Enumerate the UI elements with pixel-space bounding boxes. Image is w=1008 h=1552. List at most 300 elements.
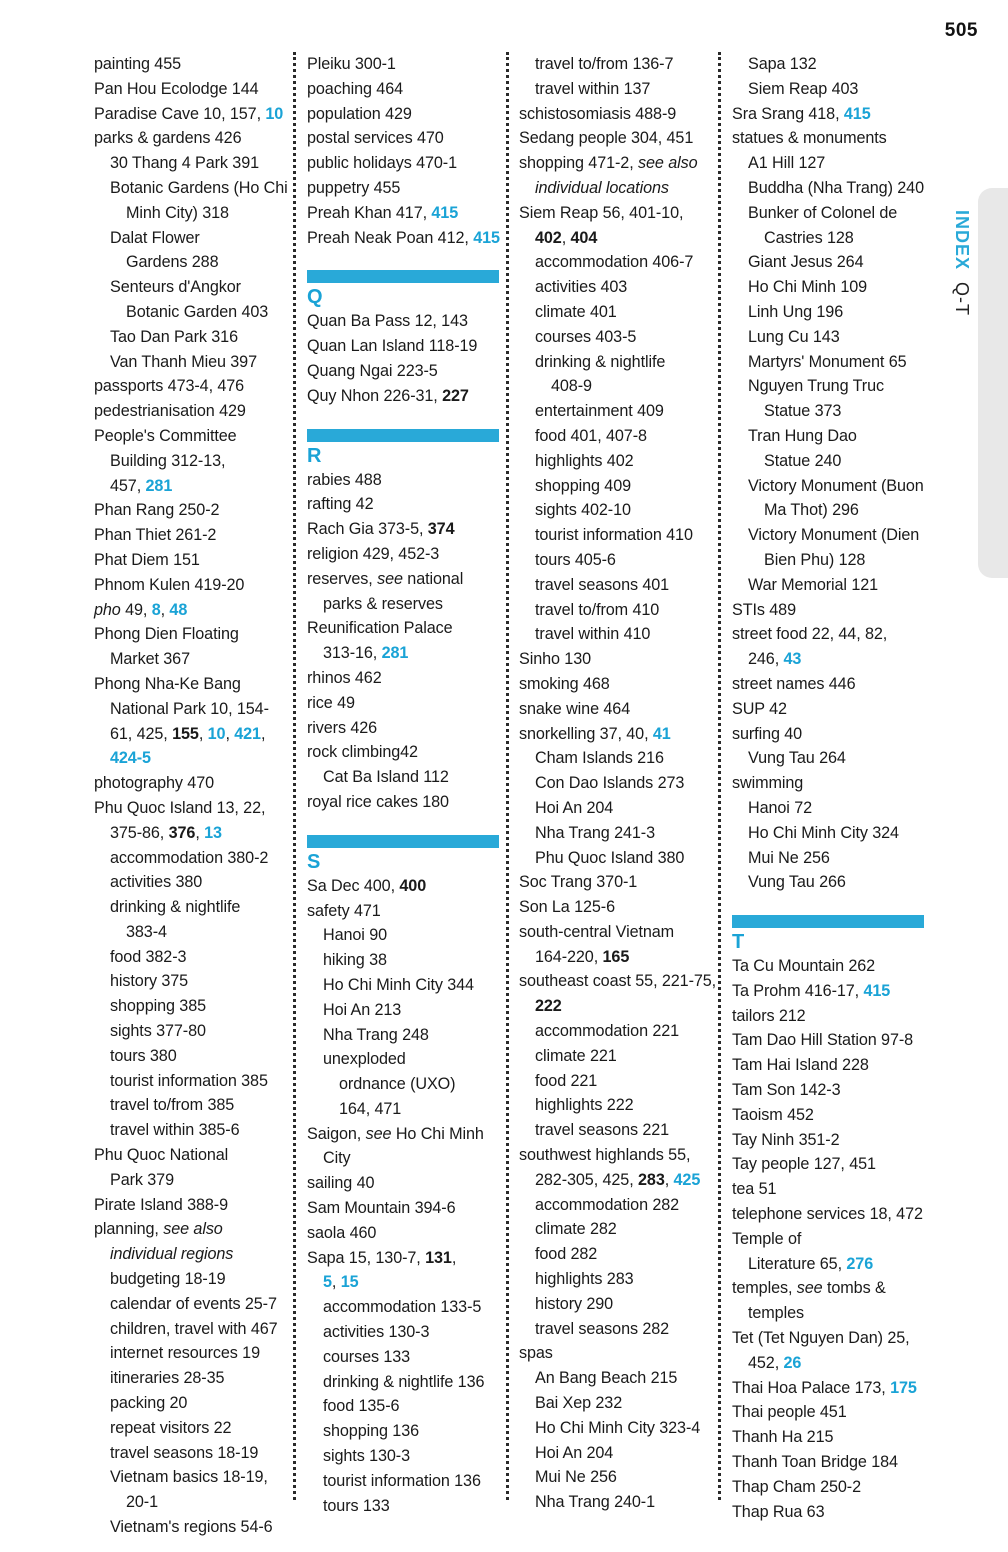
index-entry-line <box>732 176 924 201</box>
index-text: southeast coast 55, 221-75, <box>519 972 717 991</box>
index-entry <box>307 790 499 815</box>
index-entry <box>519 52 711 77</box>
index-entry-line <box>94 449 286 474</box>
index-text: Botanic Garden 403 <box>126 302 269 321</box>
index-entry-line <box>307 151 499 176</box>
index-entry-line <box>94 1168 286 1193</box>
index-entry <box>307 52 499 77</box>
index-entry <box>94 399 286 424</box>
index-entry-line <box>519 1416 711 1441</box>
index-entry-line <box>94 1391 286 1416</box>
index-entry-line <box>732 1351 924 1376</box>
index-entry <box>307 691 499 716</box>
index-entry-line <box>94 102 286 127</box>
index-entry-line <box>307 517 499 542</box>
index-entry <box>307 1196 499 1221</box>
index-text: drinking & nightlife 136 <box>323 1372 485 1391</box>
index-entry-line <box>307 492 499 517</box>
index-text: see <box>796 1279 823 1298</box>
index-text: 49, <box>120 600 152 619</box>
main-page-ref: 283 <box>638 1170 665 1189</box>
index-text: activities 380 <box>110 873 203 892</box>
index-text: history 290 <box>535 1294 614 1313</box>
index-text: statues & monuments <box>732 129 887 148</box>
index-entry <box>732 697 924 722</box>
index-text: schistosomiasis 488-9 <box>519 104 677 123</box>
index-text: tours 133 <box>323 1496 390 1515</box>
index-entry-line <box>307 592 499 617</box>
index-entry <box>519 598 711 623</box>
index-text: Thanh Toan Bridge 184 <box>732 1453 898 1472</box>
index-text: rock climbing42 <box>307 743 418 762</box>
index-text: 30 Thang 4 Park 391 <box>110 154 259 173</box>
side-tab <box>978 188 1008 578</box>
index-entry-line <box>519 1465 711 1490</box>
index-entry-line <box>732 498 924 523</box>
index-entry <box>307 899 499 924</box>
index-text: Market 367 <box>110 650 190 669</box>
index-text: , <box>260 724 266 743</box>
index-entry <box>519 1093 711 1118</box>
index-entry <box>94 672 286 771</box>
index-entry-line <box>94 846 286 871</box>
index-entry-line <box>732 821 924 846</box>
index-entry <box>94 1019 286 1044</box>
index-entry-line <box>307 790 499 815</box>
map-page-ref: 10 <box>265 104 284 123</box>
index-text: street food 22, 44, 82, <box>732 625 888 644</box>
index-entry-line <box>307 923 499 948</box>
index-entry-line <box>94 201 286 226</box>
index-entry-line <box>732 201 924 226</box>
index-entry <box>732 102 924 127</box>
index-entry <box>519 1143 711 1193</box>
map-page-ref: 281 <box>145 476 173 495</box>
index-text: Thanh Ha 215 <box>732 1428 834 1447</box>
index-entry-line <box>519 52 711 77</box>
index-entry-line <box>519 1490 711 1515</box>
index-text: temples, <box>732 1279 797 1298</box>
index-entry <box>732 52 924 77</box>
index-entry-line <box>519 796 711 821</box>
index-entry-line <box>94 1267 286 1292</box>
index-entry-line <box>732 399 924 424</box>
letter-heading: T <box>732 931 745 954</box>
index-text: shopping 385 <box>110 997 207 1016</box>
index-text: rhinos 462 <box>307 668 382 687</box>
letter-section-bar <box>307 835 499 848</box>
index-entry-line <box>94 1118 286 1143</box>
index-entry <box>519 1193 711 1218</box>
index-entry-line <box>307 1469 499 1494</box>
index-entry-line <box>307 1047 499 1072</box>
index-entry-line <box>519 449 711 474</box>
index-text: packing 20 <box>110 1394 188 1413</box>
index-text: Buddha (Nha Trang) 240 <box>748 178 924 197</box>
index-entry-line <box>307 201 499 226</box>
index-entry <box>94 77 286 102</box>
map-page-ref: 13 <box>204 823 222 842</box>
index-text: accommodation 406-7 <box>535 253 694 272</box>
index-text: Sapa 132 <box>748 55 817 73</box>
index-text: Lung Cu 143 <box>748 327 840 346</box>
index-text: Mui Ne 256 <box>535 1468 617 1487</box>
index-entry <box>732 424 924 474</box>
index-entry <box>307 740 499 765</box>
index-text: Nha Trang 248 <box>323 1025 429 1044</box>
main-page-ref: 131 <box>425 1248 452 1267</box>
main-page-ref: 165 <box>602 947 630 966</box>
index-entry-line <box>732 746 924 771</box>
index-entry-line <box>94 1441 286 1466</box>
index-entry-line <box>307 1370 499 1395</box>
index-text: Hanoi 90 <box>323 926 387 945</box>
index-entry <box>732 846 924 871</box>
index-entry-line <box>519 1242 711 1267</box>
letter-heading: Q <box>307 286 323 309</box>
index-entry <box>519 1441 711 1466</box>
index-entry-line <box>307 1196 499 1221</box>
index-entry-line <box>94 994 286 1019</box>
index-entry <box>732 771 924 796</box>
map-page-ref: 26 <box>783 1353 802 1372</box>
index-text: children, travel with 467 <box>110 1319 278 1338</box>
index-entry <box>519 548 711 573</box>
index-entry-line <box>732 1326 924 1351</box>
index-text: Statue 373 <box>764 402 842 421</box>
index-text: accommodation 380-2 <box>110 848 269 867</box>
map-page-ref: 424-5 <box>110 749 151 768</box>
index-entry <box>94 102 286 127</box>
index-entry <box>732 622 924 672</box>
index-entry <box>519 697 711 722</box>
index-text: travel within 410 <box>535 625 651 644</box>
index-entry <box>732 325 924 350</box>
index-entry-line <box>94 523 286 548</box>
index-entry <box>94 498 286 523</box>
index-text: Tam Son 142-3 <box>732 1081 841 1100</box>
index-entry-line <box>307 716 499 741</box>
index-text: Preah Neak Poan 412, <box>307 228 474 247</box>
index-entry <box>307 716 499 741</box>
index-entry-line <box>732 102 924 127</box>
index-entry <box>307 1494 499 1519</box>
index-entry <box>94 275 286 325</box>
index-entry <box>519 622 711 647</box>
index-text: Minh City) 318 <box>126 203 229 222</box>
index-entry <box>94 126 286 151</box>
index-entry <box>519 722 711 747</box>
index-entry <box>732 821 924 846</box>
index-entry-line <box>732 771 924 796</box>
map-page-ref: 415 <box>473 228 500 247</box>
index-text: see also <box>163 1220 223 1239</box>
map-page-ref: 415 <box>431 203 459 222</box>
index-text: planning, <box>94 1220 164 1239</box>
index-entry <box>94 796 286 846</box>
index-entry-line <box>307 740 499 765</box>
index-text: Ta Prohm 416-17, <box>732 981 864 1000</box>
index-entry <box>307 923 499 948</box>
index-entry <box>94 325 286 350</box>
index-entry <box>519 250 711 275</box>
index-text: Tam Hai Island 228 <box>732 1056 869 1075</box>
index-text: pedestrianisation 429 <box>94 402 246 421</box>
index-entry <box>732 1177 924 1202</box>
index-text: Literature 65, <box>748 1254 847 1273</box>
index-text: climate 282 <box>535 1220 617 1239</box>
index-entry <box>519 1317 711 1342</box>
index-entry <box>519 573 711 598</box>
index-entry <box>94 1292 286 1317</box>
index-entry-line <box>519 374 711 399</box>
index-entry-line <box>307 542 499 567</box>
index-text: shopping 471-2, <box>519 154 639 173</box>
index-entry-line <box>94 350 286 375</box>
index-entry-line <box>307 1494 499 1519</box>
index-entry-line <box>307 1444 499 1469</box>
index-text: Saigon, <box>307 1124 366 1143</box>
index-text: Pleiku 300-1 <box>307 55 396 73</box>
index-text: 282-305, 425, <box>535 1170 639 1189</box>
index-entry-line <box>732 622 924 647</box>
index-entry-line <box>732 672 924 697</box>
index-entry <box>519 498 711 523</box>
index-entry <box>519 474 711 499</box>
index-entry <box>94 1143 286 1193</box>
index-entry-line <box>732 226 924 251</box>
index-text: Ho Chi Minh City 324 <box>748 823 899 842</box>
index-text: Vietnam basics 18-19, <box>110 1468 268 1487</box>
index-entry-line <box>94 1093 286 1118</box>
index-entry-line <box>307 1345 499 1370</box>
index-text: postal services 470 <box>307 129 444 148</box>
map-page-ref: 8 <box>151 600 161 619</box>
index-entry <box>307 542 499 567</box>
index-entry-line <box>732 1500 924 1525</box>
index-text: history 375 <box>110 972 189 991</box>
index-entry <box>519 275 711 300</box>
index-entry <box>307 1444 499 1469</box>
index-entry-line <box>519 1217 711 1242</box>
index-entry <box>94 895 286 945</box>
index-entry <box>307 1295 499 1320</box>
index-text: hiking 38 <box>323 951 387 970</box>
map-page-ref: 415 <box>843 104 871 123</box>
index-text: tourist information 410 <box>535 526 693 545</box>
index-text: Senteurs d'Angkor <box>110 278 241 297</box>
index-text: travel within 385-6 <box>110 1121 240 1140</box>
index-text: shopping 136 <box>323 1422 420 1441</box>
index-entry <box>732 1326 924 1376</box>
index-text: entertainment 409 <box>535 402 664 421</box>
index-text: food 382-3 <box>110 947 187 966</box>
index-entry-line <box>519 1168 711 1193</box>
index-entry-line <box>519 250 711 275</box>
index-entry-line <box>307 874 499 899</box>
index-text: Phu Quoc National <box>94 1146 229 1165</box>
index-entry-line <box>519 895 711 920</box>
index-entry-line <box>732 1177 924 1202</box>
index-entry-line <box>94 126 286 151</box>
index-text: tours 405-6 <box>535 550 616 569</box>
index-entry-line <box>94 1019 286 1044</box>
index-entry <box>307 1419 499 1444</box>
column-separator <box>293 52 296 1500</box>
column-separator <box>506 52 509 1500</box>
index-entry <box>94 945 286 970</box>
index-entry-line <box>94 250 286 275</box>
index-entry <box>94 870 286 895</box>
index-entry <box>519 1416 711 1441</box>
index-entry <box>732 1004 924 1029</box>
index-text: People's Committee <box>94 426 237 445</box>
index-entry-line <box>519 746 711 771</box>
index-entry-line <box>94 1292 286 1317</box>
index-text: Phong Dien Floating <box>94 625 239 644</box>
index-entry <box>94 151 286 176</box>
map-page-ref: 421 <box>234 724 261 743</box>
index-entry <box>307 765 499 790</box>
main-page-ref: 404 <box>570 228 598 247</box>
index-entry <box>732 672 924 697</box>
page-number: 505 <box>944 20 978 41</box>
index-entry <box>732 954 924 979</box>
index-entry-line <box>307 641 499 666</box>
index-entry <box>519 1391 711 1416</box>
index-text: poaching 464 <box>307 79 404 98</box>
index-entry-line <box>94 1069 286 1094</box>
index-entry-line <box>732 275 924 300</box>
index-text: 313-16, <box>323 644 382 663</box>
index-entry-line <box>307 176 499 201</box>
index-entry <box>732 1450 924 1475</box>
index-text: Bunker of Colonel de <box>748 203 898 222</box>
index-text: parks & gardens 426 <box>94 129 242 148</box>
index-entry <box>307 77 499 102</box>
index-text: rice 49 <box>307 693 355 712</box>
index-entry-line <box>519 969 717 994</box>
index-entry-line <box>519 1019 711 1044</box>
index-text: Nha Trang 241-3 <box>535 823 655 842</box>
index-entry <box>307 309 499 334</box>
index-entry-line <box>732 350 924 375</box>
index-entry-line <box>519 325 711 350</box>
index-text: Castries 128 <box>764 228 854 247</box>
index-entry-line <box>519 771 711 796</box>
map-page-ref: 425 <box>673 1170 701 1189</box>
index-entry-line <box>519 1093 711 1118</box>
index-text: individual regions <box>110 1245 234 1264</box>
index-entry <box>94 1416 286 1441</box>
index-entry <box>732 474 924 524</box>
index-entry <box>94 52 286 77</box>
index-entry-line <box>519 945 711 970</box>
index-entry <box>732 126 924 151</box>
map-page-ref: 48 <box>169 600 188 619</box>
index-text: 20-1 <box>126 1493 158 1512</box>
index-text: royal rice cakes 180 <box>307 792 449 811</box>
index-entry <box>94 548 286 573</box>
index-text: Soc Trang 370-1 <box>519 873 638 892</box>
index-entry <box>307 126 499 151</box>
index-entry-line <box>732 77 924 102</box>
index-entry <box>519 102 711 127</box>
index-entry-line <box>94 722 286 747</box>
index-entry <box>732 1028 924 1053</box>
index-text: Van Thanh Mieu 397 <box>110 352 257 371</box>
index-entry-line <box>519 399 711 424</box>
index-entry-line <box>94 1193 286 1218</box>
index-entry-line <box>732 474 924 499</box>
index-text: Botanic Gardens (Ho Chi <box>110 178 288 197</box>
index-entry-line <box>94 1044 286 1069</box>
index-entry <box>307 1370 499 1395</box>
index-text: Ho Chi Minh 109 <box>748 278 868 297</box>
index-text: activities 403 <box>535 278 628 297</box>
index-entry-line <box>732 548 924 573</box>
index-entry-line <box>519 994 711 1019</box>
index-entry-line <box>732 573 924 598</box>
index-entry-line <box>732 424 924 449</box>
index-entry <box>732 1128 924 1153</box>
index-entry-line <box>307 1171 499 1196</box>
map-page-ref: 41 <box>652 724 671 743</box>
index-entry-line <box>94 275 286 300</box>
index-text: Siem Reap 403 <box>748 79 859 98</box>
index-text: Building 312-13, <box>110 451 226 470</box>
index-text: Tran Hung Dao <box>748 426 857 445</box>
index-entry-line <box>94 498 286 523</box>
index-text: Victory Monument (Buon <box>748 476 924 495</box>
index-entry <box>307 468 499 493</box>
index-text: Giant Jesus 264 <box>748 253 864 272</box>
index-entry <box>94 1093 286 1118</box>
index-entry-line <box>732 647 924 672</box>
index-entry <box>94 1069 286 1094</box>
index-column-3 <box>519 52 717 1515</box>
index-entry <box>307 517 499 542</box>
letter-section-bar <box>307 270 499 283</box>
index-text: rafting 42 <box>307 495 374 514</box>
index-text: travel seasons 401 <box>535 575 670 594</box>
index-text: tourist information 136 <box>323 1471 481 1490</box>
index-entry-line <box>94 672 286 697</box>
index-entry-line <box>94 52 286 77</box>
index-entry-line <box>732 1276 924 1301</box>
index-entry <box>519 1069 711 1094</box>
index-entry-line <box>307 1097 499 1122</box>
index-entry <box>94 1217 286 1267</box>
index-entry <box>732 1425 924 1450</box>
index-text: shopping 409 <box>535 476 632 495</box>
index-entry <box>94 1465 286 1515</box>
main-page-ref: 402 <box>535 228 562 247</box>
index-text: Hoi An 204 <box>535 798 614 817</box>
index-text: Quang Ngai 223-5 <box>307 361 438 380</box>
index-text: , <box>160 600 170 619</box>
index-entry-line <box>307 126 499 151</box>
index-text: 383-4 <box>126 922 167 941</box>
index-entry <box>519 424 711 449</box>
index-text: itineraries 28-35 <box>110 1369 225 1388</box>
index-entry <box>307 874 499 899</box>
index-text: unexploded <box>323 1050 406 1069</box>
index-text: Thap Rua 63 <box>732 1502 825 1521</box>
index-entry <box>94 622 286 672</box>
index-entry-line <box>307 52 499 77</box>
index-entry-line <box>519 722 711 747</box>
